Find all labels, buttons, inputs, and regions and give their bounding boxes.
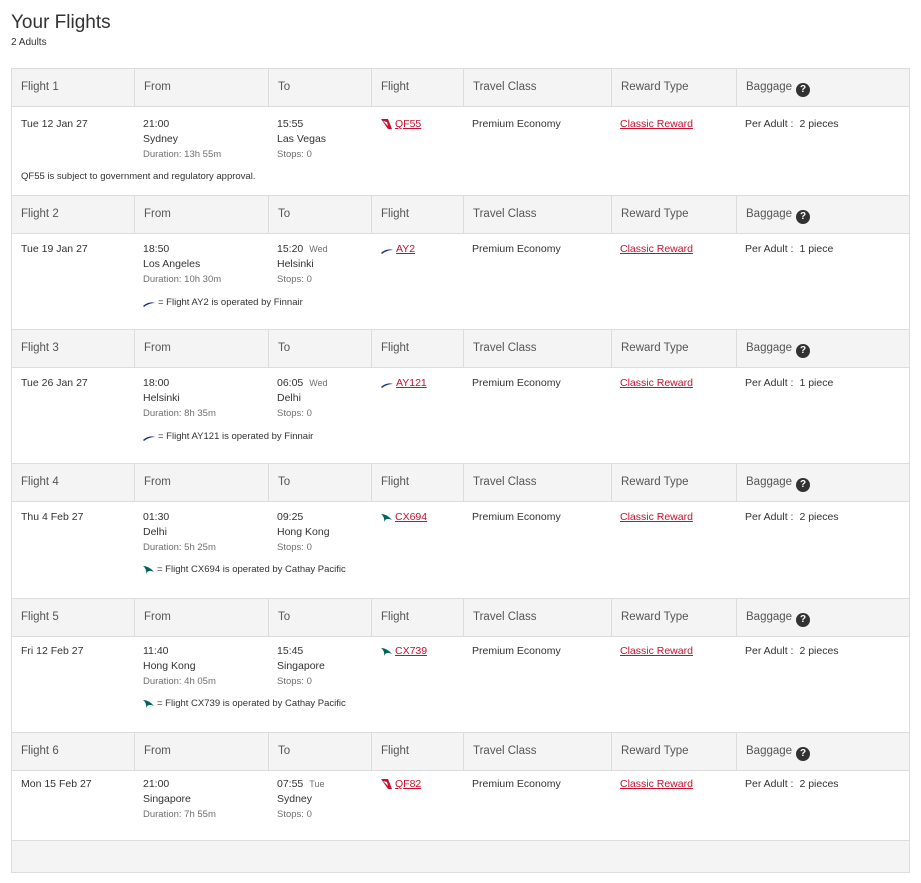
- arrival-time: 15:20: [277, 243, 304, 255]
- finnair-logo-icon: [381, 248, 393, 254]
- baggage-allowance: Per Adult : 1 piece: [745, 377, 834, 389]
- flight-segment: [12, 69, 909, 196]
- flight-duration: Duration: 13h 55m: [143, 149, 222, 160]
- arrival-time: 09:25: [277, 511, 304, 523]
- qantas-logo-icon: [381, 119, 392, 129]
- flight-number-heading: Flight 4: [21, 476, 59, 488]
- travel-class-value: Premium Economy: [472, 243, 561, 255]
- baggage-label: Baggage: [746, 611, 793, 623]
- flight-duration: Duration: 4h 05m: [143, 676, 216, 687]
- flight-segment: [12, 330, 909, 464]
- departure-time: 21:00: [143, 778, 170, 790]
- to-heading: To: [268, 733, 371, 770]
- flight-number-heading: Flight 2: [21, 208, 59, 220]
- regulatory-note: QF55 is subject to government and regulatory approval.: [21, 171, 256, 182]
- flight-date: Fri 12 Feb 27: [21, 645, 84, 657]
- flight-number-link[interactable]: QF82: [395, 778, 422, 790]
- baggage-allowance: Per Adult : 1 piece: [745, 243, 834, 255]
- flight-heading: Flight: [371, 599, 463, 636]
- departure-info: [143, 376, 216, 421]
- reward-type-value: [620, 644, 693, 659]
- arrival-info: [277, 644, 325, 689]
- flights-table: [11, 68, 910, 873]
- operated-by-note: = Flight CX739 is operated by Cathay Pacific: [143, 698, 346, 709]
- flight-header-row: [12, 69, 909, 107]
- flight-heading: Flight: [371, 330, 463, 367]
- cathay-pacific-logo-icon: [143, 698, 154, 708]
- reward-type-value: [620, 242, 693, 257]
- arrival-time: 15:55: [277, 118, 304, 130]
- finnair-logo-icon: [381, 382, 393, 388]
- classic-reward-link[interactable]: Classic Reward: [620, 778, 693, 790]
- reward-type-value: [620, 376, 693, 391]
- arrival-info: [277, 510, 330, 555]
- baggage-help-icon[interactable]: ?: [796, 613, 810, 627]
- flight-header-row: [12, 196, 909, 234]
- baggage-label: Baggage: [746, 208, 793, 220]
- flight-duration: Duration: 8h 35m: [143, 408, 216, 419]
- operated-by-note: = Flight AY121 is operated by Finnair: [143, 431, 313, 442]
- reward-type-value: [620, 777, 693, 792]
- departure-time: 21:00: [143, 118, 170, 130]
- flight-segment: [12, 196, 909, 330]
- to-heading: To: [268, 464, 371, 501]
- classic-reward-link[interactable]: Classic Reward: [620, 511, 693, 523]
- arrival-time: 15:45: [277, 645, 304, 657]
- flight-number-heading: Flight 3: [21, 342, 59, 354]
- cathay-pacific-logo-icon: [381, 646, 392, 656]
- passenger-count: 2 Adults: [11, 37, 47, 48]
- flight-number-heading: Flight 6: [21, 745, 59, 757]
- baggage-allowance: Per Adult : 2 pieces: [745, 778, 839, 790]
- stops-count: Stops: 0: [277, 542, 312, 553]
- baggage-label: Baggage: [746, 745, 793, 757]
- baggage-allowance: Per Adult : 2 pieces: [745, 118, 839, 130]
- arrival-city: Helsinki: [277, 258, 314, 270]
- cathay-pacific-logo-icon: [381, 512, 392, 522]
- travel-class-value: Premium Economy: [472, 511, 561, 523]
- baggage-heading: [736, 599, 909, 636]
- departure-info: [143, 510, 216, 555]
- flight-code: [381, 644, 427, 659]
- flight-date: Tue 19 Jan 27: [21, 243, 88, 255]
- flight-date: Mon 15 Feb 27: [21, 778, 92, 790]
- departure-time: 11:40: [143, 645, 169, 657]
- from-heading: From: [134, 69, 268, 106]
- departure-info: [143, 644, 216, 689]
- flight-code: [381, 242, 415, 257]
- baggage-heading: [736, 69, 909, 106]
- arrival-weekday: Wed: [309, 378, 328, 388]
- to-heading: To: [268, 599, 371, 636]
- travel-class-value: Premium Economy: [472, 778, 561, 790]
- arrival-city: Las Vegas: [277, 133, 327, 145]
- travel-class-value: Premium Economy: [472, 377, 561, 389]
- flight-heading: Flight: [371, 69, 463, 106]
- flight-code: [381, 510, 427, 525]
- departure-city: Delhi: [143, 526, 167, 538]
- to-heading: To: [268, 330, 371, 367]
- reward-type-heading: Reward Type: [611, 69, 736, 106]
- arrival-weekday: Tue: [309, 779, 325, 789]
- departure-time: 18:50: [143, 243, 170, 255]
- departure-city: Singapore: [143, 793, 191, 805]
- departure-city: Hong Kong: [143, 660, 196, 672]
- classic-reward-link[interactable]: Classic Reward: [620, 645, 693, 657]
- departure-city: Los Angeles: [143, 258, 201, 270]
- reward-type-heading: Reward Type: [611, 196, 736, 233]
- flight-duration: Duration: 7h 55m: [143, 809, 216, 820]
- travel-class-value: Premium Economy: [472, 645, 561, 657]
- travel-class-heading: Travel Class: [463, 330, 611, 367]
- flight-number-link[interactable]: CX739: [395, 645, 428, 657]
- stops-count: Stops: 0: [277, 274, 312, 285]
- stops-count: Stops: 0: [277, 149, 312, 160]
- page-header: [11, 11, 111, 50]
- stops-count: Stops: 0: [277, 676, 312, 687]
- operated-by-note: = Flight CX694 is operated by Cathay Pacific: [143, 564, 346, 575]
- stops-count: Stops: 0: [277, 809, 312, 820]
- baggage-label: Baggage: [746, 81, 793, 93]
- baggage-allowance: Per Adult : 2 pieces: [745, 511, 839, 523]
- arrival-info: [277, 376, 328, 421]
- from-heading: From: [134, 599, 268, 636]
- flight-date: Thu 4 Feb 27: [21, 511, 84, 523]
- flight-header-row: [12, 330, 909, 368]
- flight-number-link[interactable]: AY2: [396, 243, 416, 255]
- travel-class-heading: Travel Class: [463, 196, 611, 233]
- baggage-help-icon[interactable]: ?: [796, 83, 810, 97]
- baggage-help-icon[interactable]: ?: [796, 747, 810, 761]
- flight-heading: Flight: [371, 464, 463, 501]
- arrival-info: [277, 242, 328, 287]
- travel-class-heading: Travel Class: [463, 599, 611, 636]
- from-heading: From: [134, 733, 268, 770]
- flight-header-row: [12, 599, 909, 637]
- departure-city: Helsinki: [143, 392, 180, 404]
- classic-reward-link[interactable]: Classic Reward: [620, 118, 693, 130]
- baggage-help-icon[interactable]: ?: [796, 210, 810, 224]
- baggage-allowance: Per Adult : 2 pieces: [745, 645, 839, 657]
- operated-by-note: = Flight AY2 is operated by Finnair: [143, 297, 303, 308]
- flight-number-link[interactable]: QF55: [395, 118, 422, 130]
- reward-type-value: [620, 117, 693, 132]
- arrival-info: [277, 117, 326, 162]
- departure-info: [143, 117, 221, 162]
- flight-duration: Duration: 10h 30m: [143, 274, 222, 285]
- baggage-heading: [736, 330, 909, 367]
- arrival-city: Sydney: [277, 793, 313, 805]
- flight-heading: Flight: [371, 196, 463, 233]
- baggage-label: Baggage: [746, 476, 793, 488]
- flight-duration: Duration: 5h 25m: [143, 542, 216, 553]
- baggage-help-icon[interactable]: ?: [796, 478, 810, 492]
- baggage-heading: [736, 733, 909, 770]
- travel-class-value: Premium Economy: [472, 118, 561, 130]
- qantas-logo-icon: [381, 779, 392, 789]
- travel-class-heading: Travel Class: [463, 464, 611, 501]
- travel-class-heading: Travel Class: [463, 69, 611, 106]
- classic-reward-link[interactable]: Classic Reward: [620, 243, 693, 255]
- cathay-pacific-logo-icon: [143, 564, 154, 574]
- departure-time: 01:30: [143, 511, 170, 523]
- flight-number-heading: Flight 5: [21, 611, 59, 623]
- baggage-help-icon[interactable]: ?: [796, 344, 810, 358]
- departure-info: [143, 777, 216, 822]
- flight-header-row: [12, 464, 909, 502]
- table-footer: [12, 841, 909, 872]
- from-heading: From: [134, 464, 268, 501]
- reward-type-heading: Reward Type: [611, 599, 736, 636]
- departure-info: [143, 242, 221, 287]
- flight-segment: [12, 733, 909, 841]
- arrival-info: [277, 777, 324, 822]
- flight-date: Tue 12 Jan 27: [21, 118, 88, 130]
- baggage-heading: [736, 196, 909, 233]
- baggage-label: Baggage: [746, 342, 793, 354]
- flight-number-heading: Flight 1: [21, 81, 59, 93]
- page-title: Your Flights: [11, 12, 111, 33]
- departure-time: 18:00: [143, 377, 170, 389]
- arrival-city: Delhi: [277, 392, 301, 404]
- finnair-logo-icon: [143, 435, 155, 441]
- to-heading: To: [268, 69, 371, 106]
- stops-count: Stops: 0: [277, 408, 312, 419]
- reward-type-value: [620, 510, 693, 525]
- flight-code: [381, 777, 421, 792]
- flight-heading: Flight: [371, 733, 463, 770]
- reward-type-heading: Reward Type: [611, 330, 736, 367]
- arrival-time: 06:05: [277, 377, 304, 389]
- finnair-logo-icon: [143, 301, 155, 307]
- reward-type-heading: Reward Type: [611, 733, 736, 770]
- classic-reward-link[interactable]: Classic Reward: [620, 377, 693, 389]
- flight-segment: [12, 599, 909, 733]
- flight-number-link[interactable]: CX694: [395, 511, 428, 523]
- arrival-city: Singapore: [277, 660, 325, 672]
- to-heading: To: [268, 196, 371, 233]
- flight-date: Tue 26 Jan 27: [21, 377, 88, 389]
- flight-code: [381, 376, 427, 391]
- arrival-time: 07:55: [277, 778, 304, 790]
- baggage-heading: [736, 464, 909, 501]
- travel-class-heading: Travel Class: [463, 733, 611, 770]
- reward-type-heading: Reward Type: [611, 464, 736, 501]
- flight-number-link[interactable]: AY121: [396, 377, 427, 389]
- from-heading: From: [134, 330, 268, 367]
- flight-code: [381, 117, 421, 132]
- from-heading: From: [134, 196, 268, 233]
- departure-city: Sydney: [143, 133, 179, 145]
- flight-segment: [12, 464, 909, 599]
- arrival-city: Hong Kong: [277, 526, 330, 538]
- arrival-weekday: Wed: [309, 244, 328, 254]
- flight-header-row: [12, 733, 909, 771]
